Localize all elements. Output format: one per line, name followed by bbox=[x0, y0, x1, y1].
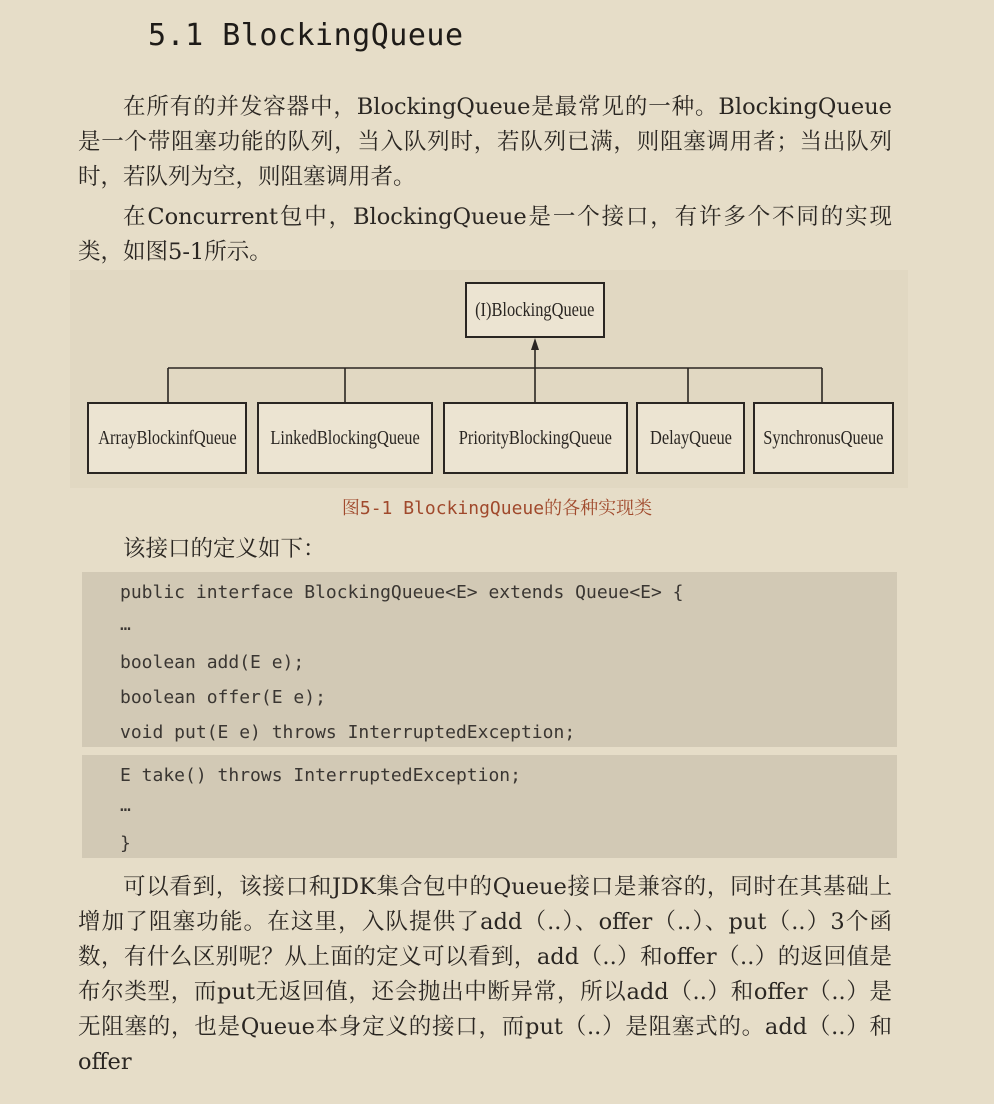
code-line: public interface BlockingQueue<E> extends Queue<E> { bbox=[120, 582, 684, 603]
impl-box-priority bbox=[443, 402, 628, 474]
impl-box-linked bbox=[257, 402, 433, 474]
arrow-head-icon bbox=[531, 338, 539, 350]
interface-label: (I)BlockingQueue bbox=[475, 298, 595, 321]
impl-box-delay bbox=[636, 402, 745, 474]
section-title: 5.1 BlockingQueue bbox=[148, 18, 464, 53]
code-line: … bbox=[120, 795, 131, 816]
paragraph-explanation: 可以看到，该接口和JDK集合包中的Queue接口是兼容的，同时在其基础上增加了阻塞功能。在这里，入队提供了add（..）、offer（..）、put（..）3个函数，有什么区别呢？从上面的定义可以看到，add（..）和offer（..）的返回值是布尔类型，而put无返回值，还会抛出中断异常，所以add（..）和offer（..）是无阻塞的，也是Queue本身定义的接口，而put（..）是阻塞式的。add（..）和offer bbox=[78, 874, 892, 1075]
code-line: boolean offer(E e); bbox=[120, 687, 326, 708]
code-line: void put(E e) throws InterruptedException; bbox=[120, 722, 576, 743]
code-line: … bbox=[120, 614, 131, 635]
code-line: boolean add(E e); bbox=[120, 652, 305, 673]
code-block bbox=[82, 755, 897, 858]
paragraph-concurrent: 在Concurrent包中，BlockingQueue是一个接口，有许多个不同的实现类，如图5-1所示。 bbox=[78, 204, 892, 265]
paragraph-intro: 在所有的并发容器中，BlockingQueue是最常见的一种。BlockingQueue是一个带阻塞功能的队列，当入队列时，若队列已满，则阻塞调用者；当出队列时，若队列为空，则阻塞调用者。 bbox=[78, 94, 892, 190]
impl-label: DelayQueue bbox=[649, 426, 732, 449]
paragraph-definition-intro: 该接口的定义如下： bbox=[123, 536, 326, 562]
impl-label: SynchronusQueue bbox=[763, 426, 884, 449]
impl-label: LinkedBlockingQueue bbox=[270, 426, 420, 449]
code-block bbox=[82, 572, 897, 747]
impl-box-synchronous bbox=[753, 402, 894, 474]
impl-label: ArrayBlockinfQueue bbox=[97, 426, 237, 449]
code-line: } bbox=[120, 833, 131, 854]
impl-box-array bbox=[87, 402, 247, 474]
impl-label: PriorityBlockingQueue bbox=[458, 426, 613, 449]
interface-box-blockingqueue bbox=[465, 282, 605, 338]
code-line: E take() throws InterruptedException; bbox=[120, 765, 521, 786]
figure-caption: 图5-1 BlockingQueue的各种实现类 bbox=[341, 498, 653, 519]
